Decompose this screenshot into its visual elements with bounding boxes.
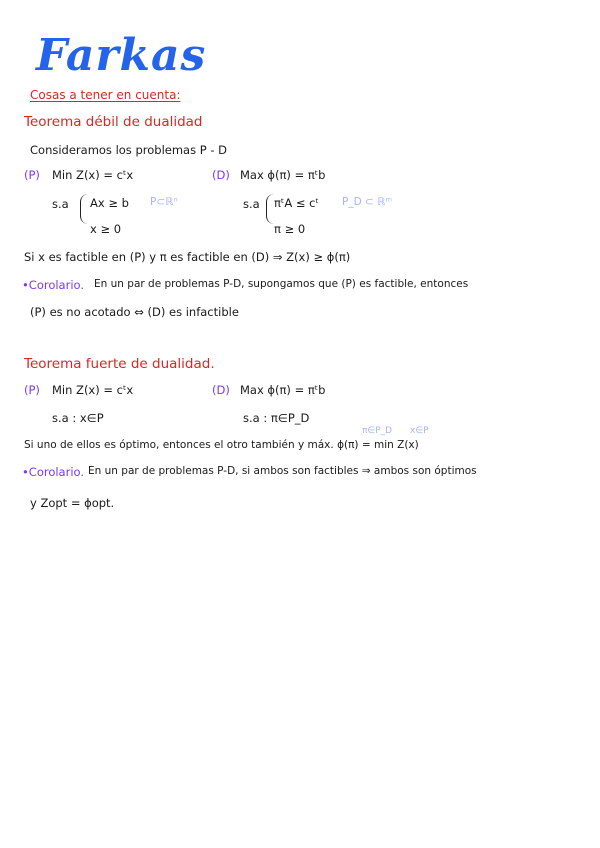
- weak-d-sa: s.a: [243, 197, 260, 211]
- strong-d-sa: s.a : π∈P_D: [243, 411, 310, 425]
- subtitle: Cosas a tener en cuenta:: [30, 88, 181, 102]
- weak-p-constraint-2: x ≥ 0: [90, 222, 122, 236]
- strong-corollary-label: •Corolario.: [22, 465, 85, 479]
- weak-intro: Consideramos los problemas P - D: [30, 143, 227, 157]
- strong-heading: Teorema fuerte de dualidad.: [24, 356, 215, 372]
- strong-p-objective: Min Z(x) = cᵗx: [52, 383, 134, 397]
- weak-corollary-text-2: (P) es no acotado ⇔ (D) es infactible: [30, 305, 239, 319]
- strong-x-note: x∈P: [410, 426, 429, 436]
- weak-corollary-text-1: En un par de problemas P-D, supongamos que (P) es factible, entonces: [94, 278, 469, 290]
- strong-p-sa: s.a : x∈P: [52, 411, 104, 425]
- page-title: Farkas: [36, 30, 207, 81]
- weak-p-constraint-1: Ax ≥ b: [90, 196, 129, 210]
- weak-corollary-label: •Corolario.: [22, 278, 85, 292]
- weak-d-constraint-2: π ≥ 0: [274, 222, 306, 236]
- weak-p-objective: Min Z(x) = cᵗx: [52, 168, 134, 182]
- strong-p-tag: (P): [24, 383, 40, 397]
- weak-p-set: P⊂ℝⁿ: [150, 196, 178, 208]
- strong-corollary-text-2: y Zopt = ϕopt.: [30, 496, 115, 510]
- strong-statement: Si uno de ellos es óptimo, entonces el otro también y máx. ϕ(π) = min Z(x): [24, 439, 419, 451]
- strong-d-tag: (D): [212, 383, 230, 397]
- strong-d-objective: Max ϕ(π) = πᵗb: [240, 383, 326, 397]
- strong-pi-note: π∈P_D: [362, 426, 393, 436]
- weak-d-objective: Max ϕ(π) = πᵗb: [240, 168, 326, 182]
- weak-p-tag: (P): [24, 168, 40, 182]
- weak-heading: Teorema débil de dualidad: [24, 114, 203, 130]
- strong-corollary-text-1: En un par de problemas P-D, si ambos son factibles ⇒ ambos son óptimos: [88, 465, 477, 477]
- weak-d-constraint-1: πᵗA ≤ cᵗ: [274, 196, 319, 210]
- weak-statement: Si x es factible en (P) y π es factible en (D) ⇒ Z(x) ≥ ϕ(π): [24, 250, 351, 264]
- weak-p-sa: s.a: [52, 197, 69, 211]
- weak-d-tag: (D): [212, 168, 230, 182]
- weak-d-set: P_D ⊂ ℝᵐ: [342, 196, 392, 208]
